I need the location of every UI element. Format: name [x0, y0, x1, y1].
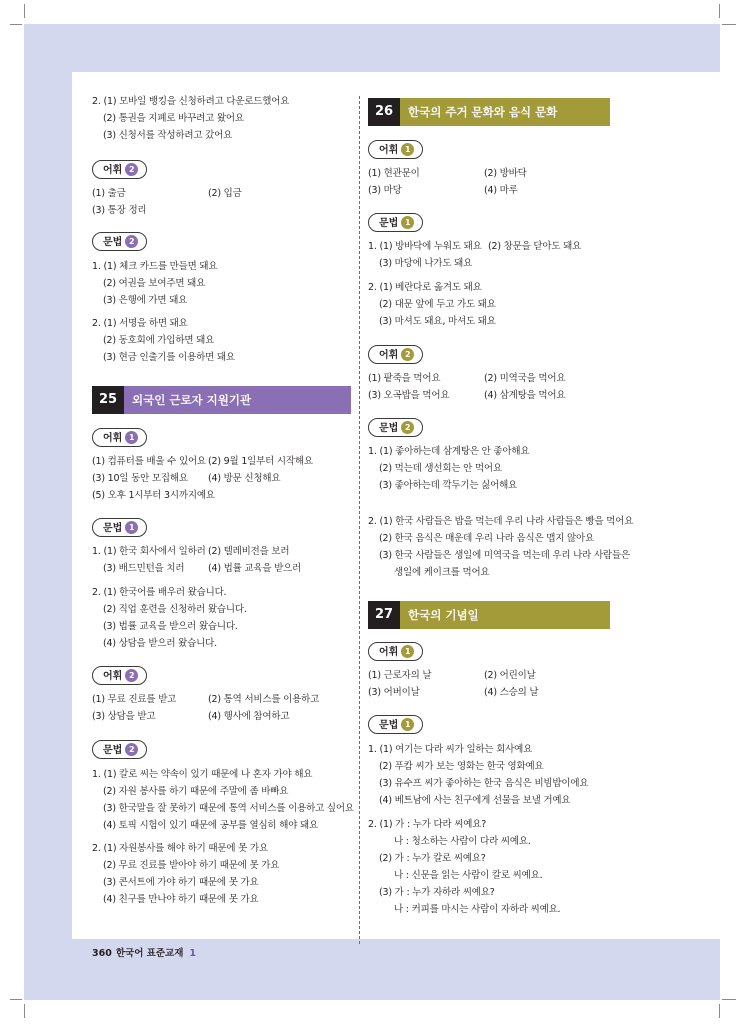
crop-mark	[719, 4, 720, 18]
answer-line: 2. (1) 모바일 뱅킹을 신청하려고 다운로드했어요	[92, 96, 290, 107]
answer-line: (4) 방문 신청해요	[208, 473, 281, 484]
answer-line: (2) 텔레비전을 보러	[208, 546, 290, 557]
crop-mark	[10, 24, 22, 25]
answer-line: (3) 상담을 받고	[92, 711, 156, 722]
crop-mark	[24, 1004, 25, 1018]
answer-line: (3) 콘서트에 가야 하기 때문에 못 가요	[103, 877, 259, 888]
answer-line: (3) 마당에 나가도 돼요	[379, 258, 473, 269]
section-tag-grammar	[92, 518, 147, 537]
section-tag-vocab	[92, 160, 147, 179]
answer-line: (3) 한국 사람들은 생일에 미역국을 먹는데 우리 나라 사람들은	[379, 550, 630, 561]
section-tag-label: 어휘	[103, 165, 123, 176]
answer-line: (3) 마당	[368, 185, 402, 196]
answer-line: (2) 통권을 지폐로 바꾸려고 왔어요	[103, 113, 244, 124]
section-number-badge: 2	[125, 669, 138, 682]
section-number-badge: 2	[401, 348, 414, 361]
answer-line: (3) 현금 인출기를 이용하면 돼요	[103, 352, 235, 363]
answer-line: 1. (1) 칼로 씨는 약속이 있기 때문에 나 혼자 가야 해요	[92, 769, 313, 780]
section-tag-label: 문법	[103, 523, 123, 534]
section-number-badge: 1	[401, 143, 414, 156]
unit-title: 한국의 기념일	[408, 608, 479, 622]
section-number-badge: 2	[125, 743, 138, 756]
section-tag-grammar	[92, 740, 147, 759]
unit-title: 한국의 주거 문화와 음식 문화	[408, 105, 558, 119]
answer-line: (2) 동호회에 가입하면 돼요	[103, 335, 215, 346]
section-number-badge: 2	[401, 421, 414, 434]
answer-line: (4) 베트남에 사는 친구에게 선물을 보낼 거예요	[379, 795, 571, 806]
answer-line: (1) 근로자의 날	[368, 670, 432, 681]
answer-line: 2. (1) 한국 사람들은 밥을 먹는데 우리 나라 사람들은 빵을 먹어요	[368, 516, 634, 527]
answer-line: (2) 대문 앞에 두고 가도 돼요	[379, 299, 496, 310]
answer-line: (3) 오곡밥을 먹어요	[368, 390, 450, 401]
book-title: 한국어 표준교재	[115, 948, 184, 959]
answer-line: (2) 통역 서비스를 이용하고	[208, 694, 320, 705]
unit-header-27	[368, 601, 610, 629]
answer-line: (3) 은행에 가면 돼요	[103, 295, 188, 306]
answer-line: (2) 자원 봉사를 하기 때문에 주말에 좀 바빠요	[103, 786, 289, 797]
answer-line: 2. (1) 베란다로 옮겨도 돼요	[368, 282, 482, 293]
answer-line: (3) 좋아하는데 깍두기는 싫어해요	[379, 480, 518, 491]
answer-line: (2) 직업 훈련을 신청하러 왔습니다.	[103, 604, 247, 615]
answer-line: (3) 가 : 누가 자하라 씨예요?	[379, 887, 495, 898]
section-tag-vocab	[368, 345, 423, 364]
section-tag-label: 어휘	[379, 145, 399, 156]
answer-line: (1) 출금	[92, 188, 126, 199]
section-tag-label: 어휘	[379, 350, 399, 361]
answer-line: 1. (1) 좋아하는데 삼계탕은 안 좋아해요	[368, 446, 530, 457]
answer-line: (3) 법률 교육을 받으러 왔습니다.	[103, 621, 238, 632]
section-tag-label: 문법	[103, 237, 123, 248]
unit-header-26	[368, 98, 610, 126]
section-tag-label: 문법	[103, 745, 123, 756]
section-tag-grammar	[368, 418, 423, 437]
answer-line: (1) 컴퓨터를 배울 수 있어요	[92, 456, 206, 467]
answer-line: (2) 입금	[208, 188, 242, 199]
answer-line: (2) 어린이날	[484, 670, 536, 681]
section-tag-vocab	[368, 642, 423, 661]
answer-line: (2) 여권을 보여주면 돼요	[103, 278, 206, 289]
answer-line: (3) 마셔도 돼요, 마셔도 돼요	[379, 316, 496, 327]
answer-line: (2) 먹는데 생선회는 안 먹어요	[379, 463, 502, 474]
answer-line: (5) 오후 1시부터 3시까지예요	[92, 490, 215, 501]
answer-line: (4) 상담을 받으러 왔습니다.	[103, 638, 217, 649]
answer-line: (4) 행사에 참여하고	[208, 711, 290, 722]
answer-line: (2) 푸캄 씨가 보는 영화는 한국 영화예요	[379, 761, 544, 772]
answer-line: 1. (1) 여기는 다라 씨가 일하는 회사예요	[368, 744, 533, 755]
section-tag-vocab	[92, 428, 147, 447]
unit-title: 외국인 근로자 지원기관	[132, 393, 252, 407]
answer-line: (3) 통장 정리	[92, 205, 147, 216]
answer-line: (4) 스승의 날	[484, 687, 539, 698]
section-number-badge: 1	[401, 645, 414, 658]
crop-mark	[722, 999, 736, 1000]
section-number-badge: 1	[401, 718, 414, 731]
answer-line: 나 : 커피를 마시는 사람이 자하라 씨예요.	[394, 904, 561, 915]
answer-line: (3) 유수프 씨가 좋아하는 한국 음식은 비빔밥이에요	[379, 778, 589, 789]
answer-line: 1. (1) 체크 카드를 만들면 돼요	[92, 261, 218, 272]
answer-line: (4) 토픽 시험이 있기 때문에 공부를 열심히 해야 돼요	[103, 820, 318, 831]
answer-line: (2) 미역국을 먹어요	[484, 373, 566, 384]
section-tag-label: 문법	[379, 720, 399, 731]
section-number-badge: 1	[125, 521, 138, 534]
answer-line: 나 : 신문을 읽는 사람이 칼로 씨예요.	[394, 870, 543, 881]
unit-header-25	[92, 386, 351, 414]
answer-key-page	[72, 72, 720, 959]
answer-line: (2) 가 : 누가 칼로 씨예요?	[379, 853, 486, 864]
answer-line: (4) 친구를 만나야 하기 때문에 못 가요	[103, 894, 259, 905]
answer-line: (2) 한국 음식은 매운데 우리 나라 음식은 맵지 않아요	[379, 533, 594, 544]
column-divider	[359, 96, 360, 944]
section-tag-vocab	[92, 666, 147, 685]
answer-line: 1. (1) 한국 회사에서 일하러	[92, 546, 206, 557]
section-number-badge: 2	[125, 163, 138, 176]
section-tag-label: 문법	[379, 423, 399, 434]
answer-line: 생일에 케이크를 먹어요	[394, 567, 490, 578]
page-footer	[92, 945, 196, 959]
answer-line: (3) 한국말을 잘 못하기 때문에 통역 서비스를 이용하고 싶어요	[103, 803, 354, 814]
unit-number: 27	[368, 601, 400, 629]
answer-line: 1. (1) 방바닥에 누워도 돼요	[368, 241, 482, 252]
answer-line: 2. (1) 한국어를 배우러 왔습니다.	[92, 587, 227, 598]
section-tag-label: 어휘	[103, 671, 123, 682]
crop-mark	[10, 999, 22, 1000]
answer-line: 2. (1) 가 : 누가 다라 씨예요?	[368, 819, 487, 830]
unit-number: 25	[92, 386, 124, 414]
section-tag-grammar	[368, 213, 423, 232]
answer-line: (3) 어버이날	[368, 687, 420, 698]
section-tag-grammar	[368, 715, 423, 734]
answer-line: (3) 신청서를 작성하려고 갔어요	[103, 130, 233, 141]
section-number-badge: 1	[125, 431, 138, 444]
answer-line: (1) 팥죽을 먹어요	[368, 373, 441, 384]
answer-line: (2) 방바닥	[484, 168, 527, 179]
answer-line: (2) 창문을 닫아도 돼요	[488, 241, 582, 252]
volume-number: 1	[189, 948, 197, 959]
answer-line: (3) 10일 동안 모집해요	[92, 473, 188, 484]
section-number-badge: 2	[125, 235, 138, 248]
answer-line: 2. (1) 서명을 하면 돼요	[92, 318, 188, 329]
crop-mark	[24, 4, 25, 18]
crop-mark	[722, 24, 736, 25]
answer-line: (3) 배드민턴을 치러	[103, 563, 185, 574]
unit-number: 26	[368, 98, 400, 126]
answer-line: 2. (1) 자원봉사를 해야 하기 때문에 못 가요	[92, 843, 268, 854]
crop-mark	[719, 1004, 720, 1018]
page-number: 360	[92, 948, 112, 959]
answer-line: (1) 무료 진료를 받고	[92, 694, 177, 705]
section-tag-label: 어휘	[379, 647, 399, 658]
answer-line: (4) 삼계탕을 먹어요	[484, 390, 566, 401]
answer-line: (2) 무료 진료를 받아야 하기 때문에 못 가요	[103, 860, 280, 871]
section-tag-label: 어휘	[103, 433, 123, 444]
answer-line: (4) 법률 교육을 받으러	[208, 563, 302, 574]
answer-line: (1) 현관문이	[368, 168, 420, 179]
answer-line: (2) 9월 1일부터 시작해요	[208, 456, 313, 467]
answer-line: (4) 마루	[484, 185, 518, 196]
answer-line: 나 : 청소하는 사람이 다라 씨예요.	[394, 836, 531, 847]
section-tag-grammar	[92, 232, 147, 251]
section-number-badge: 1	[401, 216, 414, 229]
section-tag-label: 문법	[379, 218, 399, 229]
section-tag-vocab	[368, 140, 423, 159]
